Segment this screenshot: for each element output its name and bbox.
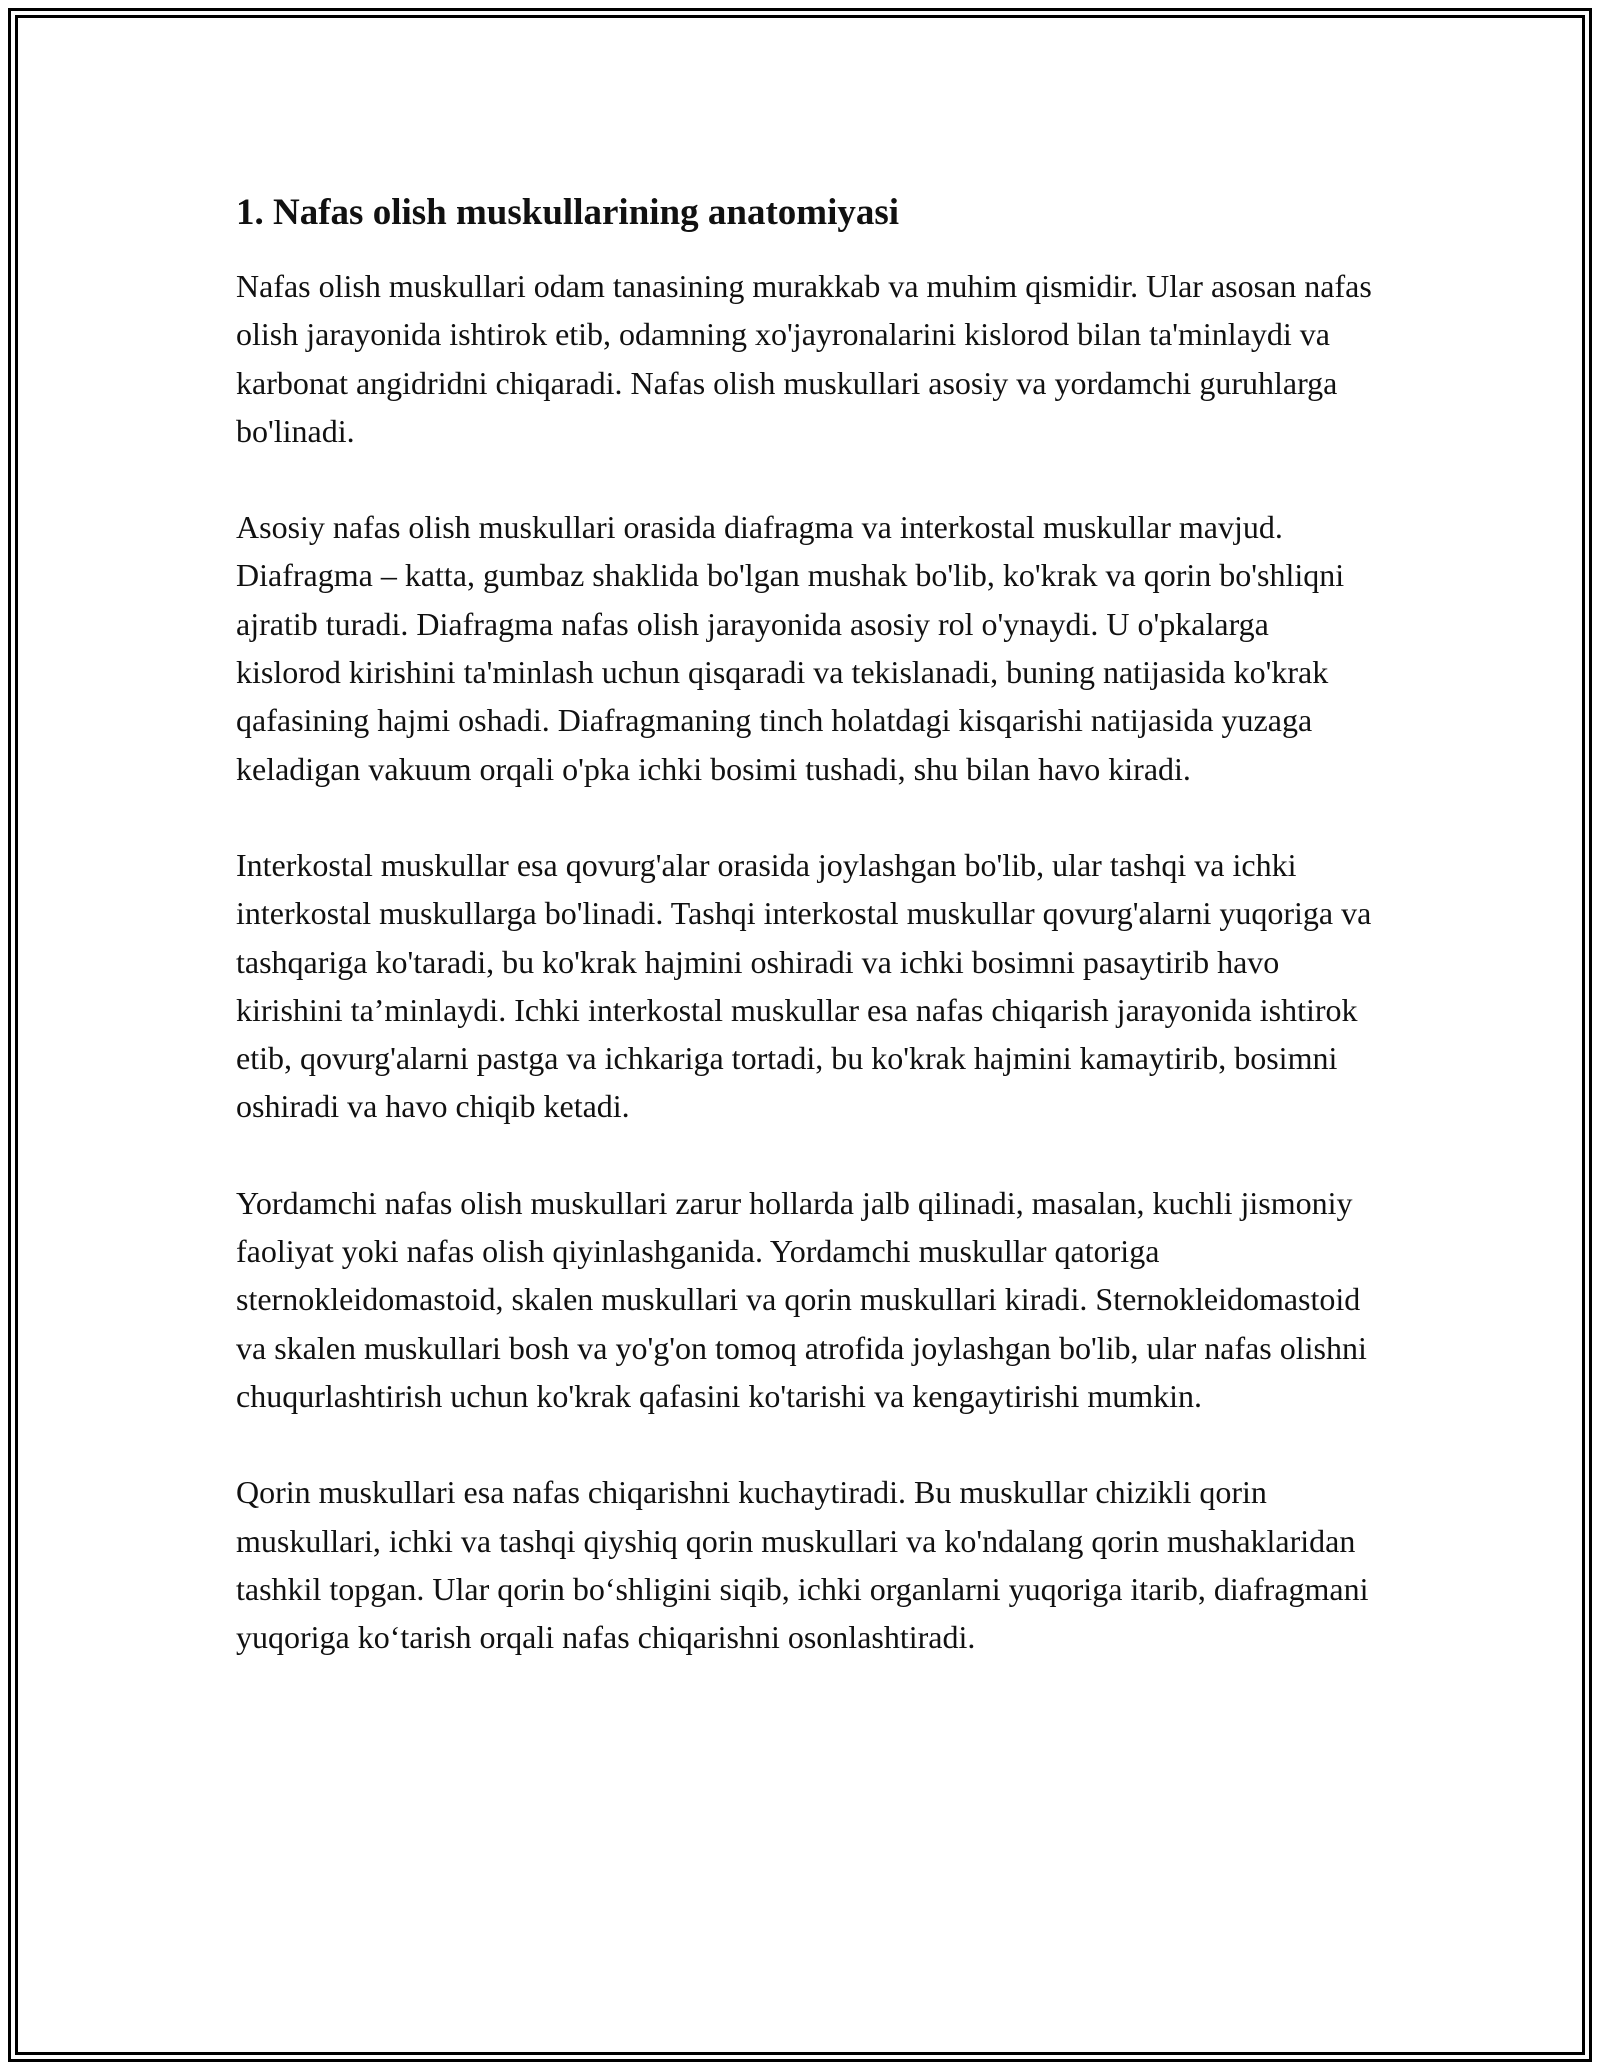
paragraph-intercostal: Interkostal muskullar esa qovurg'alar orasida joylashgan bo'lib, ular tashqi va ichki interkostal muskullarga bo'linadi. Tashqi interkostal muskullar qovurg'alarni yuqoriga va tashqariga ko'taradi, bu ko'krak hajmini oshiradi va ichki bosimni pasaytirib havo kirishini ta’minlaydi. Ichki interkostal muskullar esa nafas chiqarish jarayonida ishtirok etib, qovurg'alarni pastga va ichkariga tortadi, bu ko'krak hajmini kamaytirib, bosimni oshiradi va havo chiqib ketadi. [236,846,1372,1125]
section-title: 1. Nafas olish muskullarining anatomiyasi [236,192,900,233]
paragraph-accessory-muscles: Yordamchi nafas olish muskullari zarur hollarda jalb qilinadi, masalan, kuchli jismoniy faoliyat yoki nafas olish qiyinlashganida. Yordamchi muskullar qatoriga sternokleidomastoid, skalen muskullari va qorin muskullari kiradi. Sternokleidomastoid va skalen muskullari bosh va yo'g'on tomoq atrofida joylashgan bo'lib, ular nafas olishni chuqurlashtirish uchun ko'krak qafasini ko'tarishi va kengaytirishi mumkin. [236,1184,1367,1414]
paragraph-abdominal-muscles: Qorin muskullari esa nafas chiqarishni kuchaytiradi. Bu muskullar chizikli qorin muskullari, ichki va tashqi qiyshiq qorin muskullari va ko'ndalang qorin mushaklaridan tashkil topgan. Ular qorin bo‘shligini siqib, ichki organlarni yuqoriga itarib, diafragmani yuqoriga ko‘tarish orqali nafas chiqarishni osonlashtiradi. [236,1474,1369,1656]
paragraph-intro: Nafas olish muskullari odam tanasining murakkab va muhim qismidir. Ular asosan nafas olish jarayonida ishtirok etib, odamning xo'jayronalarini kislorod bilan ta'minlaydi va karbonat angidridni chiqaradi. Nafas olish muskullari asosiy va yordamchi guruhlarga bo'linadi. [236,268,1372,449]
document-body [236,188,1376,1709]
paragraph-diaphragm: Asosiy nafas olish muskullari orasida diafragma va interkostal muskullar mavjud. Diafragma – katta, gumbaz shaklida bo'lgan mushak bo'lib, ko'krak va qorin bo'shliqni ajratib turadi. Diafragma nafas olish jarayonida asosiy rol o'ynaydi. U o'pkalarga kislorod kirishini ta'minlash uchun qisqaradi va tekislanadi, buning natijasida ko'krak qafasining hajmi oshadi. Diafragmaning tinch holatdagi kisqarishi natijasida yuzaga keladigan vakuum orqali o'pka ichki bosimi tushadi, shu bilan havo kiradi. [236,509,1345,787]
